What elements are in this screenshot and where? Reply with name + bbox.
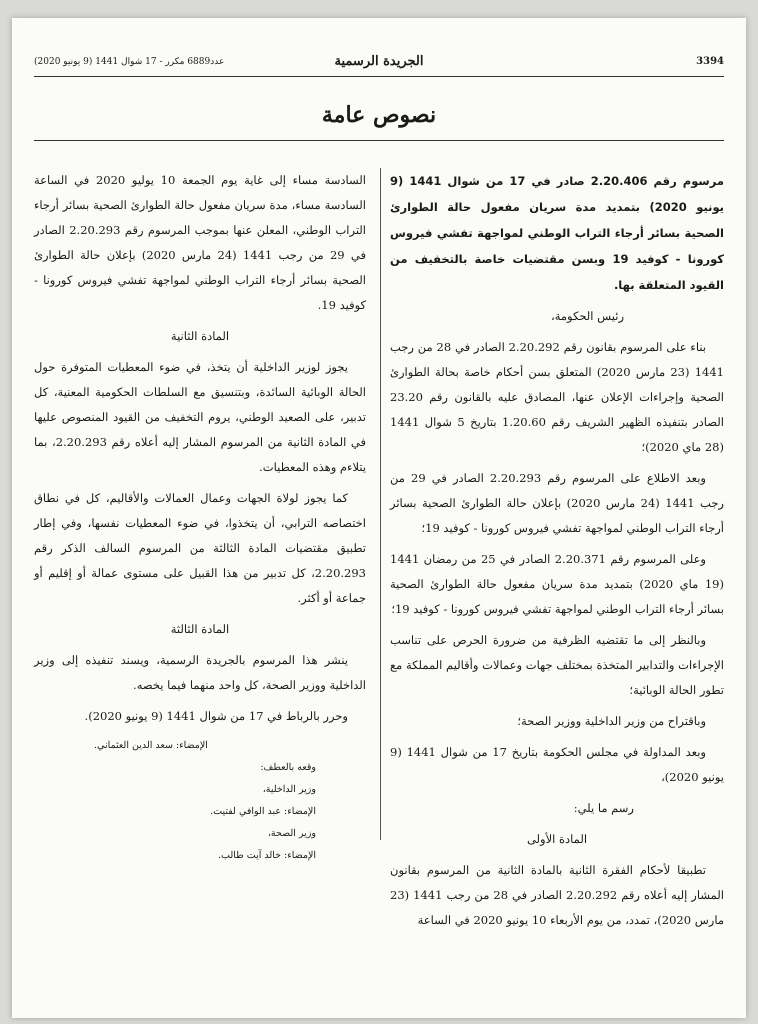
section-title: نصوص عامة [321, 102, 437, 128]
issuer: رئيس الحكومة، [551, 309, 624, 323]
decree-title: مرسوم رقم 2.20.406 صادر في 17 من شوال 1441 (9 يونيو 2020) بتمديد مدة سريان مفعول حالة الطوارئ الصحية بسائر أرجاء التراب الوطني لمواجهة تفشي فيروس كورونا - كوفيد 19 وبسن مقتضيات خاصة بالتخفيف من القيود المتعلقة بها. [390, 174, 724, 292]
recital-5: وباقتراح من وزير الداخلية ووزير الصحة؛ [517, 714, 706, 728]
article-2-heading: المادة الثانية [170, 329, 230, 343]
section-rule [34, 140, 724, 141]
article-3-text: ينشر هذا المرسوم بالجريدة الرسمية، ويسند تنفيذه إلى وزير الداخلية ووزير الصحة، كل واحد منهما فيما يخصه. [34, 653, 366, 692]
column-divider [380, 168, 381, 840]
article-3-heading: المادة الثالثة [170, 622, 230, 636]
article-2-para-2: كما يجوز لولاة الجهات وعمال العمالات والأقاليم، كل في نطاق اختصاصه الترابي، أن يتخذوا، في ضوء المعطيات نفسها، وفي إطار تطبيق مقتضيات المادة الثالثة من المرسوم السالف الذكر رقم 2.20.293، كل تدبير من هذا القبيل على مستوى عمالة أو إقليم أو جماعة أو أكثر. [34, 491, 366, 605]
header-rule [34, 76, 724, 77]
recital-2: وبعد الاطلاع على المرسوم رقم 2.20.293 الصادر في 29 من رجب 1441 (24 مارس 2020) بإعلان حالة الطوارئ الصحية بسائر أرجاء التراب الوطني لمواجهة تفشي فيروس كورونا - كوفيد 19؛ [390, 471, 724, 535]
column-left [34, 168, 366, 867]
signature-pm: الإمضاء: سعد الدين العثماني. [94, 740, 208, 751]
gazette-page [12, 18, 746, 1018]
recital-4: وبالنظر إلى ما تقتضيه الظرفية من ضرورة الحرص على تناسب الإجراءات والتدابير المتخذة بمختلف جهات وعمالات وأقاليم المملكة مع تطور الحالة الوبائية؛ [390, 633, 724, 697]
page-number: 3394 [696, 56, 724, 67]
interior-minister-signature: الإمضاء: عبد الوافي لفتيت. [210, 806, 316, 817]
article-1-part-2: السادسة مساء إلى غاية يوم الجمعة 10 يوليو 2020 في الساعة السادسة مساء، مدة سريان مفعول حالة الطوارئ الصحية بسائر أرجاء التراب الوطني، المعلن عنها بموجب المرسوم رقم 2.20.293 الصادر في 29 من رجب 1441 (24 مارس 2020) بإعلان حالة الطوارئ الصحية بسائر أرجاء التراب الوطني لمواجهة تفشي فيروس كورونا - كوفيد 19. [34, 173, 366, 312]
recital-3: وعلى المرسوم رقم 2.20.371 الصادر في 25 من رمضان 1441 (19 ماي 2020) بتمديد مدة سريان مفعول حالة الطوارئ الصحية بسائر أرجاء التراب الوطني لمواجهة تفشي فيروس كورونا - كوفيد 19؛ [390, 552, 724, 616]
column-right [390, 168, 724, 939]
article-1-heading: المادة الأولى [526, 832, 588, 846]
interior-minister-title: وزير الداخلية، [262, 784, 316, 795]
article-2-para-1: يجوز لوزير الداخلية أن يتخذ، في ضوء المعطيات المتوفرة حول الحالة الوبائية السائدة، وبتنسيق مع السلطات الحكومية المعنية، كل تدبير، على الصعيد الوطني، يروم التخفيف من القيود المنصوص عليها في المادة الثانية من المرسوم المشار إليه أعلاه رقم 2.20.293، بما يتلاءم وهذه المعطيات. [34, 360, 366, 474]
running-header [34, 54, 724, 72]
recital-1: بناء على المرسوم بقانون رقم 2.20.292 الصادر في 28 من رجب 1441 (23 مارس 2020) المتعلق بسن أحكام خاصة بحالة الطوارئ الصحية وإجراءات الإعلان عنها، المصادق عليه بالقانون رقم 23.20 الصادر بتنفيذه الظهير الشريف رقم 1.20.60 بتاريخ 5 شوال 1441 (28 ماي 2020)؛ [390, 340, 724, 454]
decrees-heading: رسم ما يلي: [573, 801, 634, 815]
journal-title: الجريدة الرسمية [334, 54, 424, 69]
done-at: وحرر بالرباط في 17 من شوال 1441 (9 يونيو 2020). [84, 709, 348, 723]
recital-6: وبعد المداولة في مجلس الحكومة بتاريخ 17 من شوال 1441 (9 يونيو 2020)، [390, 745, 724, 784]
countersigned-label: وقعه بالعطف: [260, 762, 316, 773]
article-1-part-1: تطبيقا لأحكام الفقرة الثانية بالمادة الثانية من المرسوم بقانون المشار إليه أعلاه رقم 2.20.292 الصادر في 28 من رجب 1441 (23 مارس 2020)، تمدد، من يوم الأربعاء 10 يونيو 2020 في الساعة [390, 863, 724, 927]
issue-info: عدد6889 مكرر - 17 شوال 1441 (9 يونيو 2020) [34, 57, 225, 67]
health-minister-signature: الإمضاء: خالد آيت طالب. [218, 850, 316, 861]
health-minister-title: وزير الصحة، [267, 828, 316, 839]
